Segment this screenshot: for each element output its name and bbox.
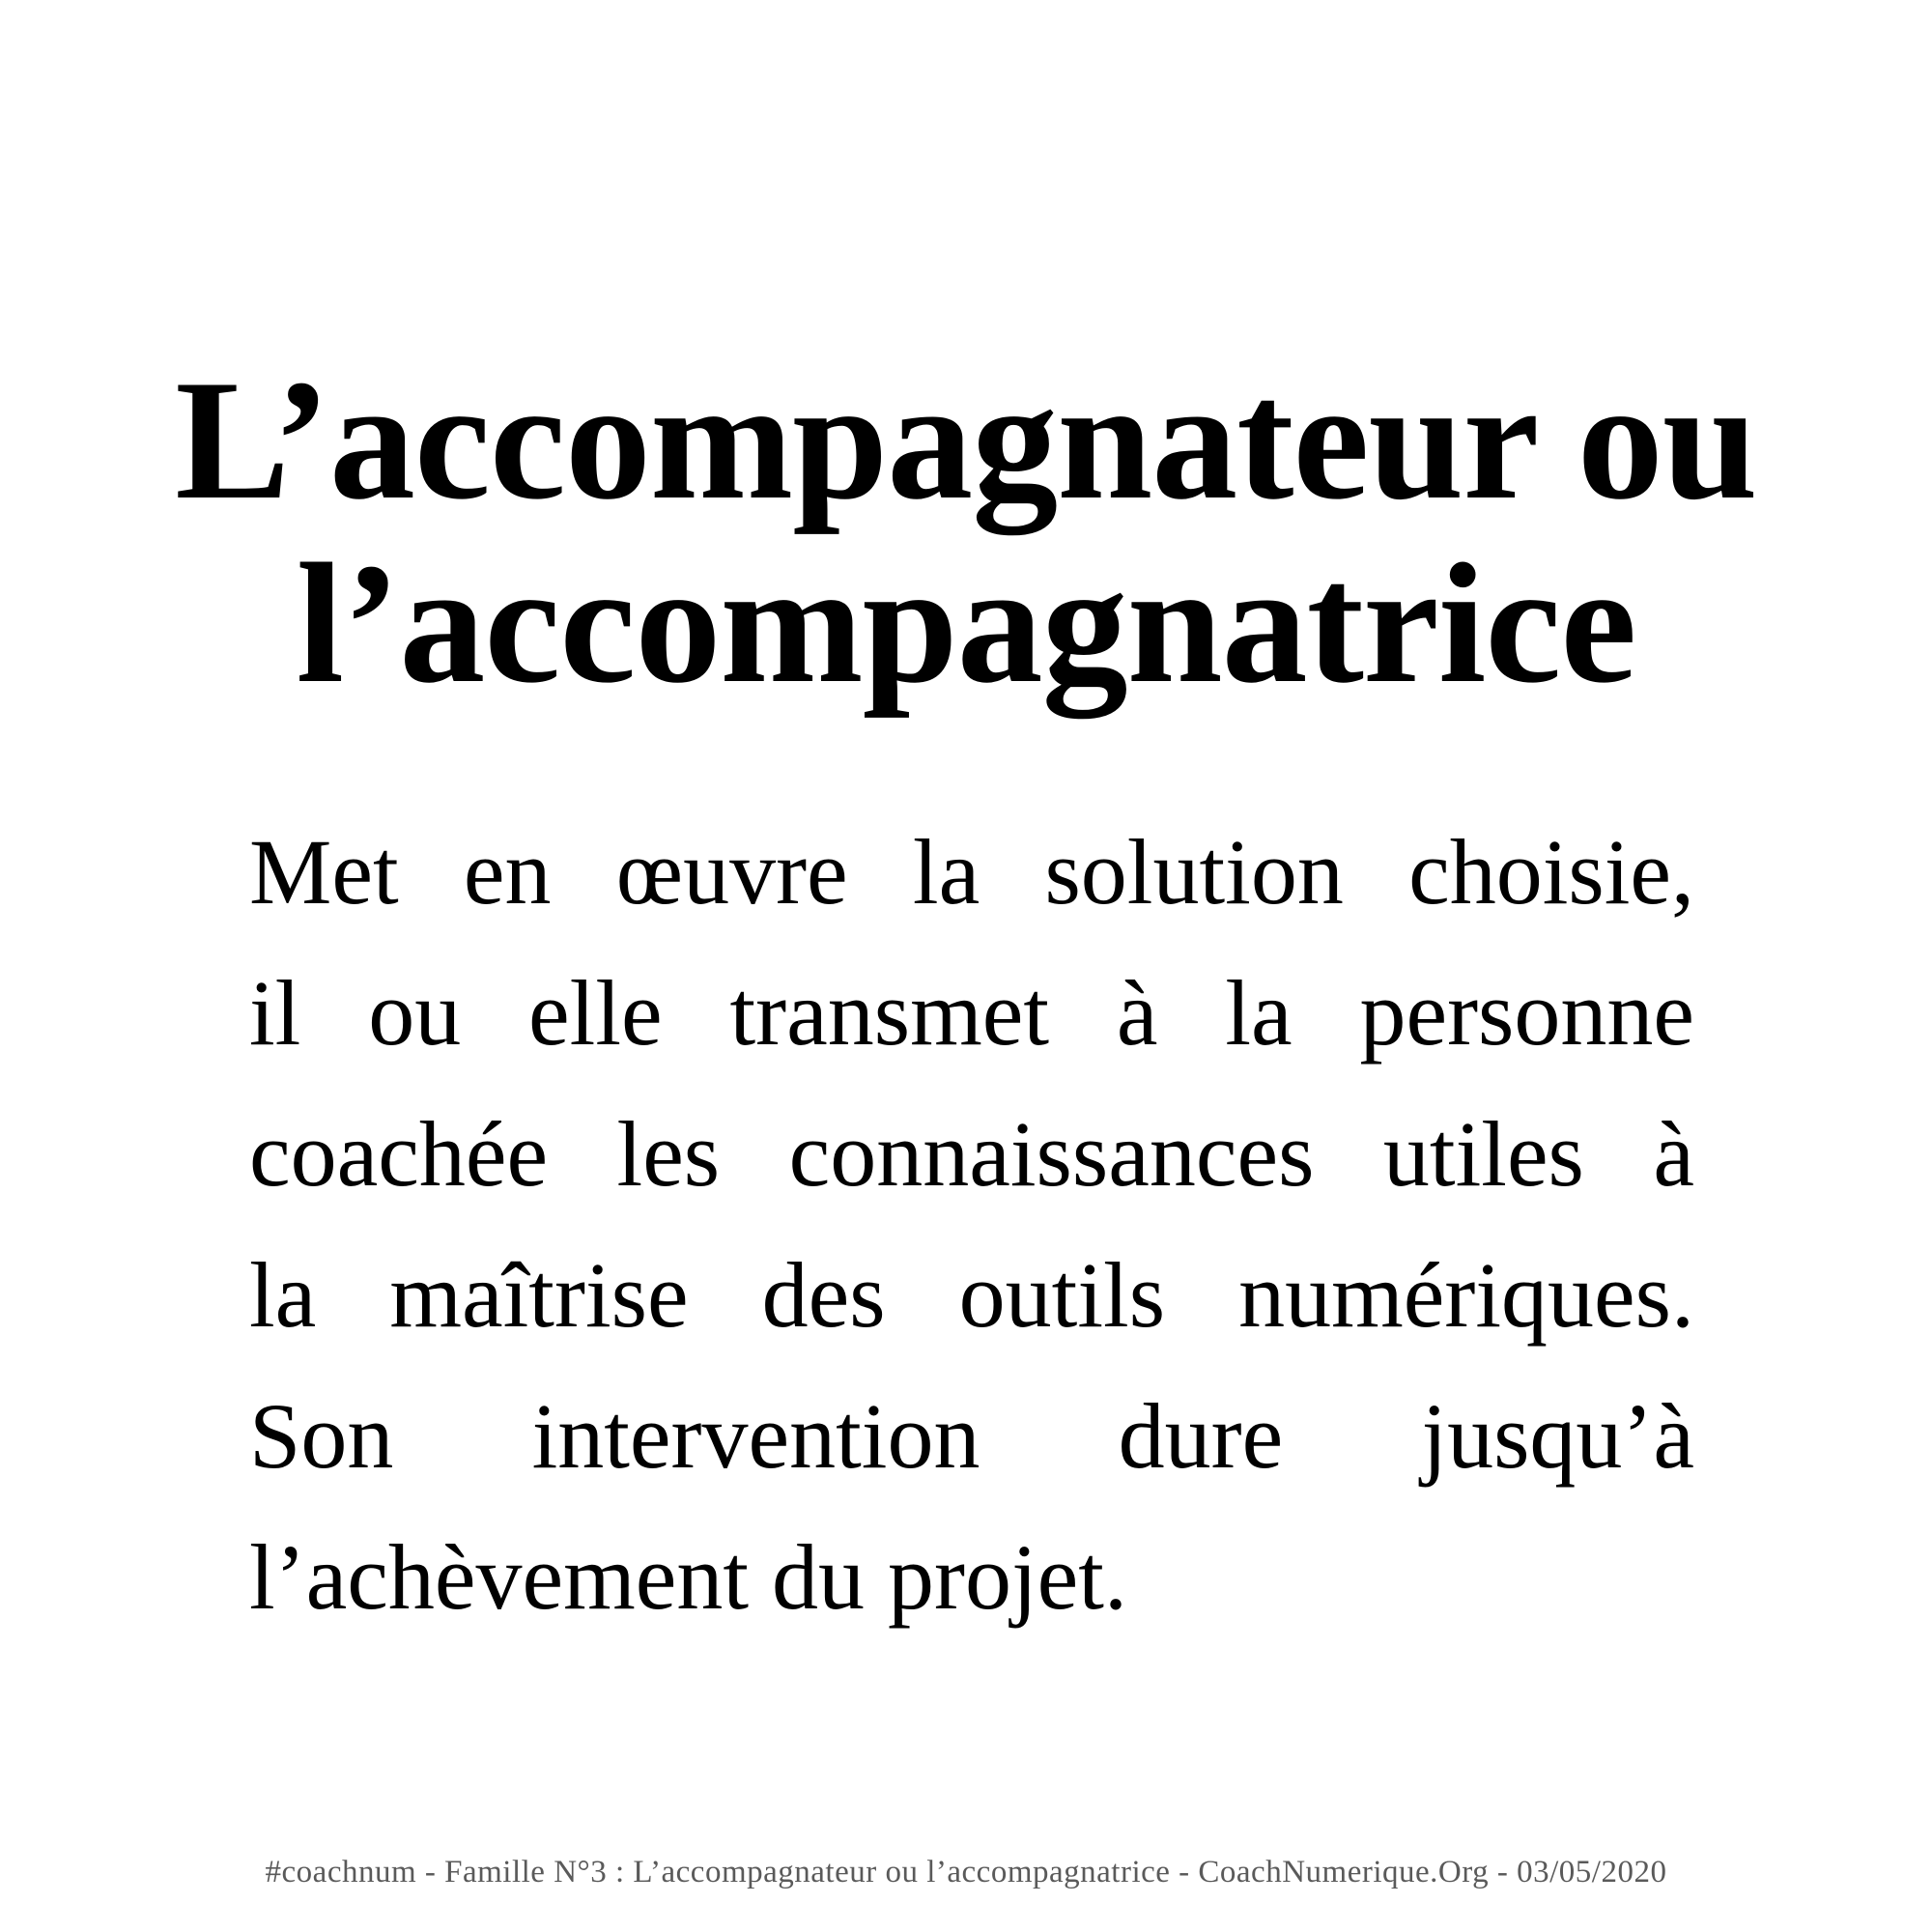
title-line: L’accompagnateur ou xyxy=(175,344,1757,535)
body-line: coachée les connaissances utiles à xyxy=(249,1102,1694,1206)
card-title xyxy=(174,344,1758,719)
body-line: l’achèvement du projet. xyxy=(249,1525,1127,1629)
body-line: Son intervention dure jusqu’à xyxy=(249,1384,1694,1488)
body-line: il ou elle transmet à la personne xyxy=(249,961,1694,1065)
body-line: Met en œuvre la solution choisie, xyxy=(249,820,1694,923)
body-line: la maîtrise des outils numériques. xyxy=(249,1243,1694,1347)
footer-caption: #coachnum - Famille N°3 : L’accompagnateur ou l’accompagnatrice - CoachNumerique.Org - 03/05/2020 xyxy=(265,1855,1667,1889)
title-line: l’accompagnatrice xyxy=(296,527,1636,719)
body-paragraph xyxy=(249,802,1694,1648)
